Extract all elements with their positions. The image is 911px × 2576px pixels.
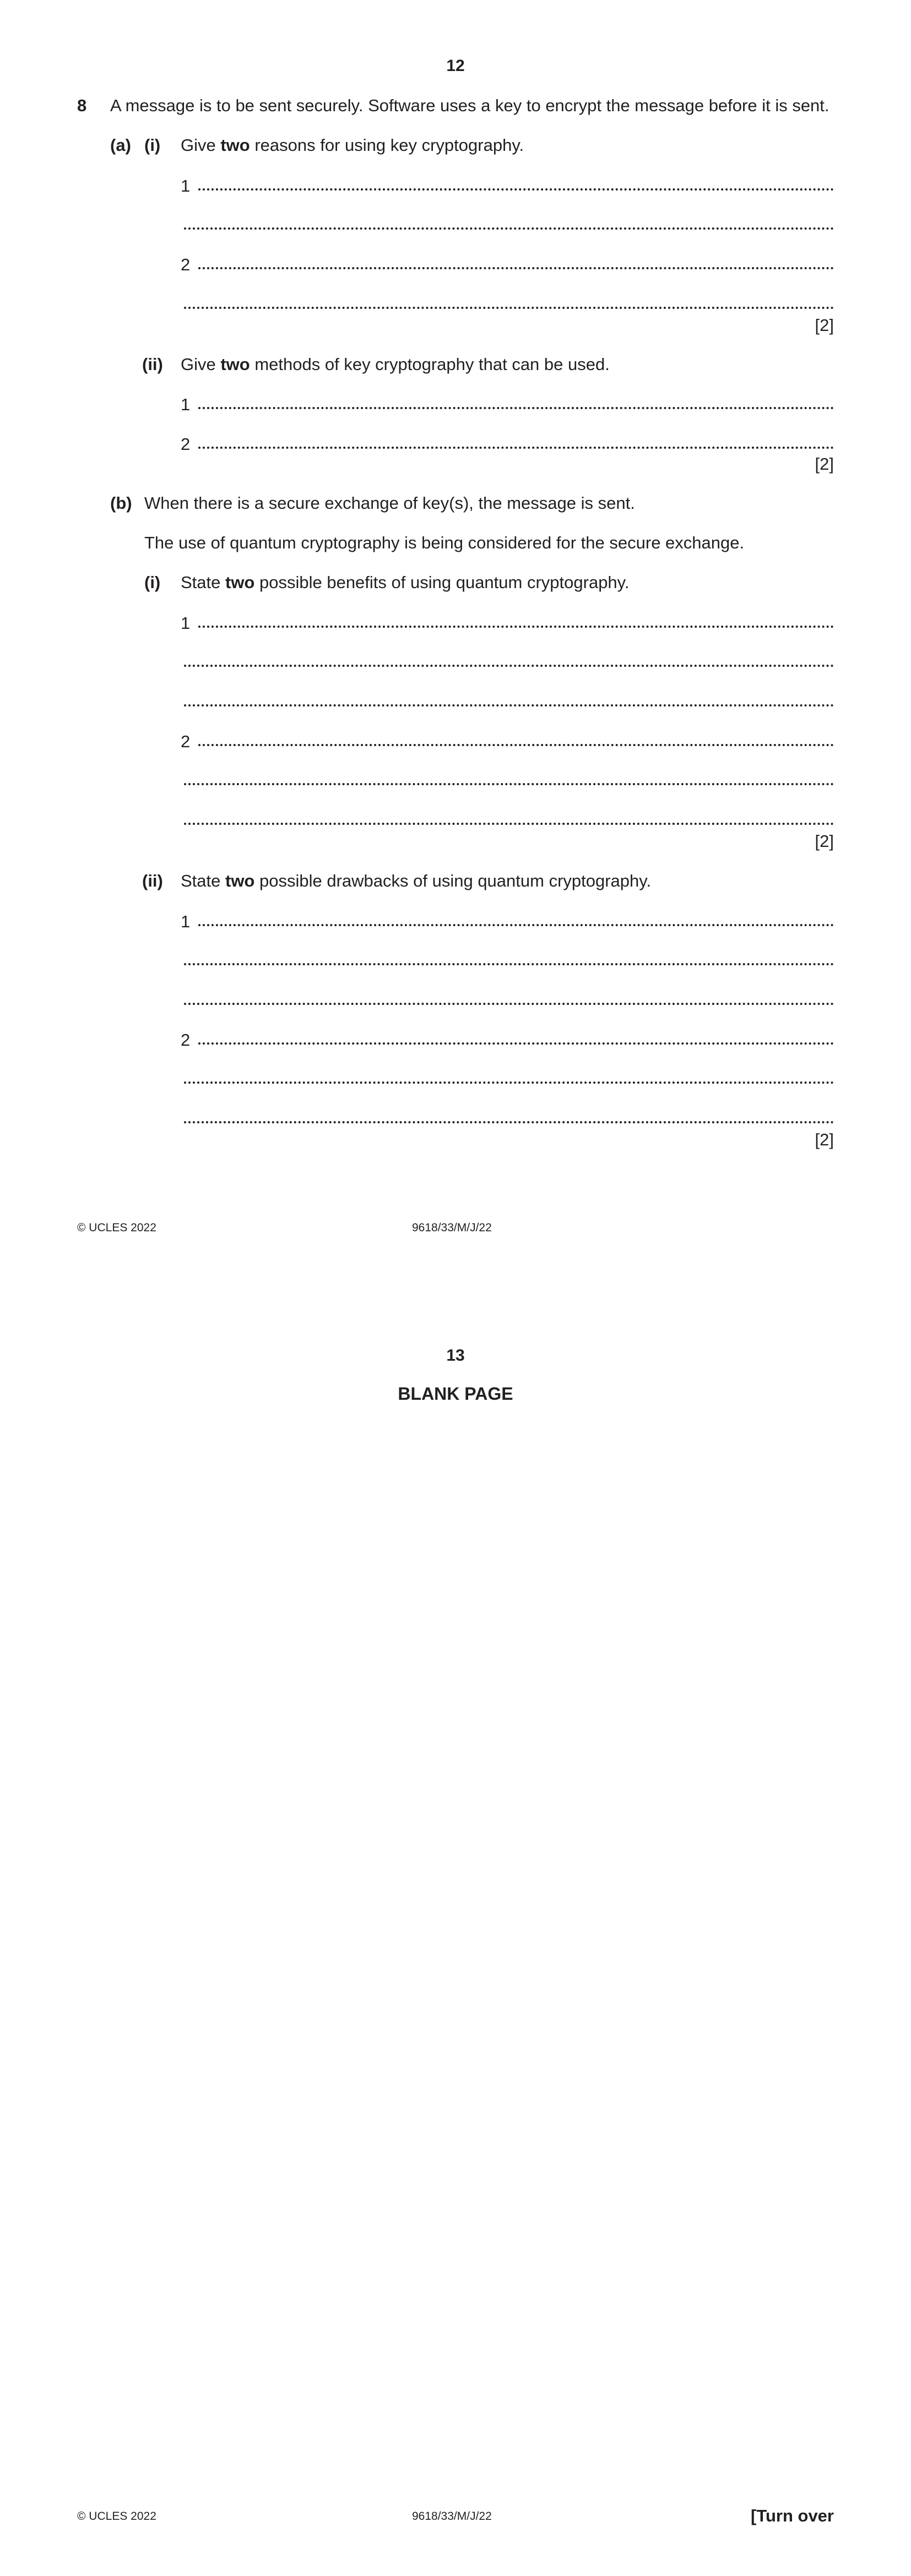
answer-line[interactable] [198, 1042, 834, 1045]
page-number: 13 [446, 1346, 465, 1365]
answer-line[interactable] [198, 407, 834, 409]
marks-label: [2] [815, 454, 834, 474]
part-b-i-label: (i) [144, 573, 161, 592]
answer-line[interactable] [198, 924, 834, 926]
answer-line[interactable] [184, 1003, 834, 1005]
part-b-ii-label: (ii) [142, 871, 163, 890]
answer-line[interactable] [184, 823, 834, 825]
part-a-ii-label: (ii) [142, 355, 163, 374]
answer-number: 2 [181, 255, 191, 274]
answer-line[interactable] [184, 1082, 834, 1084]
part-b-stem-2: The use of quantum cryptography is being considered for the secure exchange. [144, 533, 745, 552]
answer-line[interactable] [198, 447, 834, 449]
part-b-ii-question: State two possible drawbacks of using quantum cryptography. [181, 871, 652, 890]
blank-page-heading: BLANK PAGE [398, 1384, 513, 1404]
part-a-i-question: Give two reasons for using key cryptography. [181, 135, 524, 155]
answer-line[interactable] [184, 963, 834, 965]
part-a-i-label: (i) [144, 135, 161, 155]
marks-label: [2] [815, 1130, 834, 1149]
answer-line[interactable] [198, 267, 834, 269]
footer-code: 9618/33/M/J/22 [412, 1221, 492, 1234]
marks-label: [2] [815, 316, 834, 335]
answer-line[interactable] [198, 626, 834, 628]
part-b-i-question: State two possible benefits of using quantum cryptography. [181, 573, 630, 592]
part-b-label: (b) [110, 493, 132, 513]
answer-number: 1 [181, 395, 191, 414]
footer-code: 9618/33/M/J/22 [412, 2510, 492, 2523]
answer-line[interactable] [184, 227, 834, 230]
part-a-label: (a) [110, 135, 131, 155]
question-number: 8 [77, 96, 87, 115]
answer-number: 2 [181, 1030, 191, 1050]
answer-number: 1 [181, 613, 191, 633]
answer-line[interactable] [184, 307, 834, 309]
question-intro: A message is to be sent securely. Software uses a key to encrypt the message before it is sent. [110, 96, 829, 115]
part-a-ii-question: Give two methods of key cryptography that can be used. [181, 355, 610, 374]
answer-line[interactable] [198, 744, 834, 746]
answer-number: 2 [181, 434, 191, 454]
page-number: 12 [446, 57, 465, 75]
answer-number: 1 [181, 176, 191, 195]
answer-line[interactable] [198, 188, 834, 191]
footer-copyright: © UCLES 2022 [77, 1221, 156, 1234]
footer-copyright: © UCLES 2022 [77, 2510, 156, 2523]
marks-label: [2] [815, 832, 834, 851]
answer-line[interactable] [184, 704, 834, 707]
answer-line[interactable] [184, 1121, 834, 1123]
turn-over-label: [Turn over [751, 2506, 834, 2525]
answer-number: 2 [181, 732, 191, 751]
answer-number: 1 [181, 912, 191, 931]
part-b-stem-1: When there is a secure exchange of key(s), the message is sent. [144, 493, 635, 513]
answer-line[interactable] [184, 665, 834, 667]
answer-line[interactable] [184, 783, 834, 785]
